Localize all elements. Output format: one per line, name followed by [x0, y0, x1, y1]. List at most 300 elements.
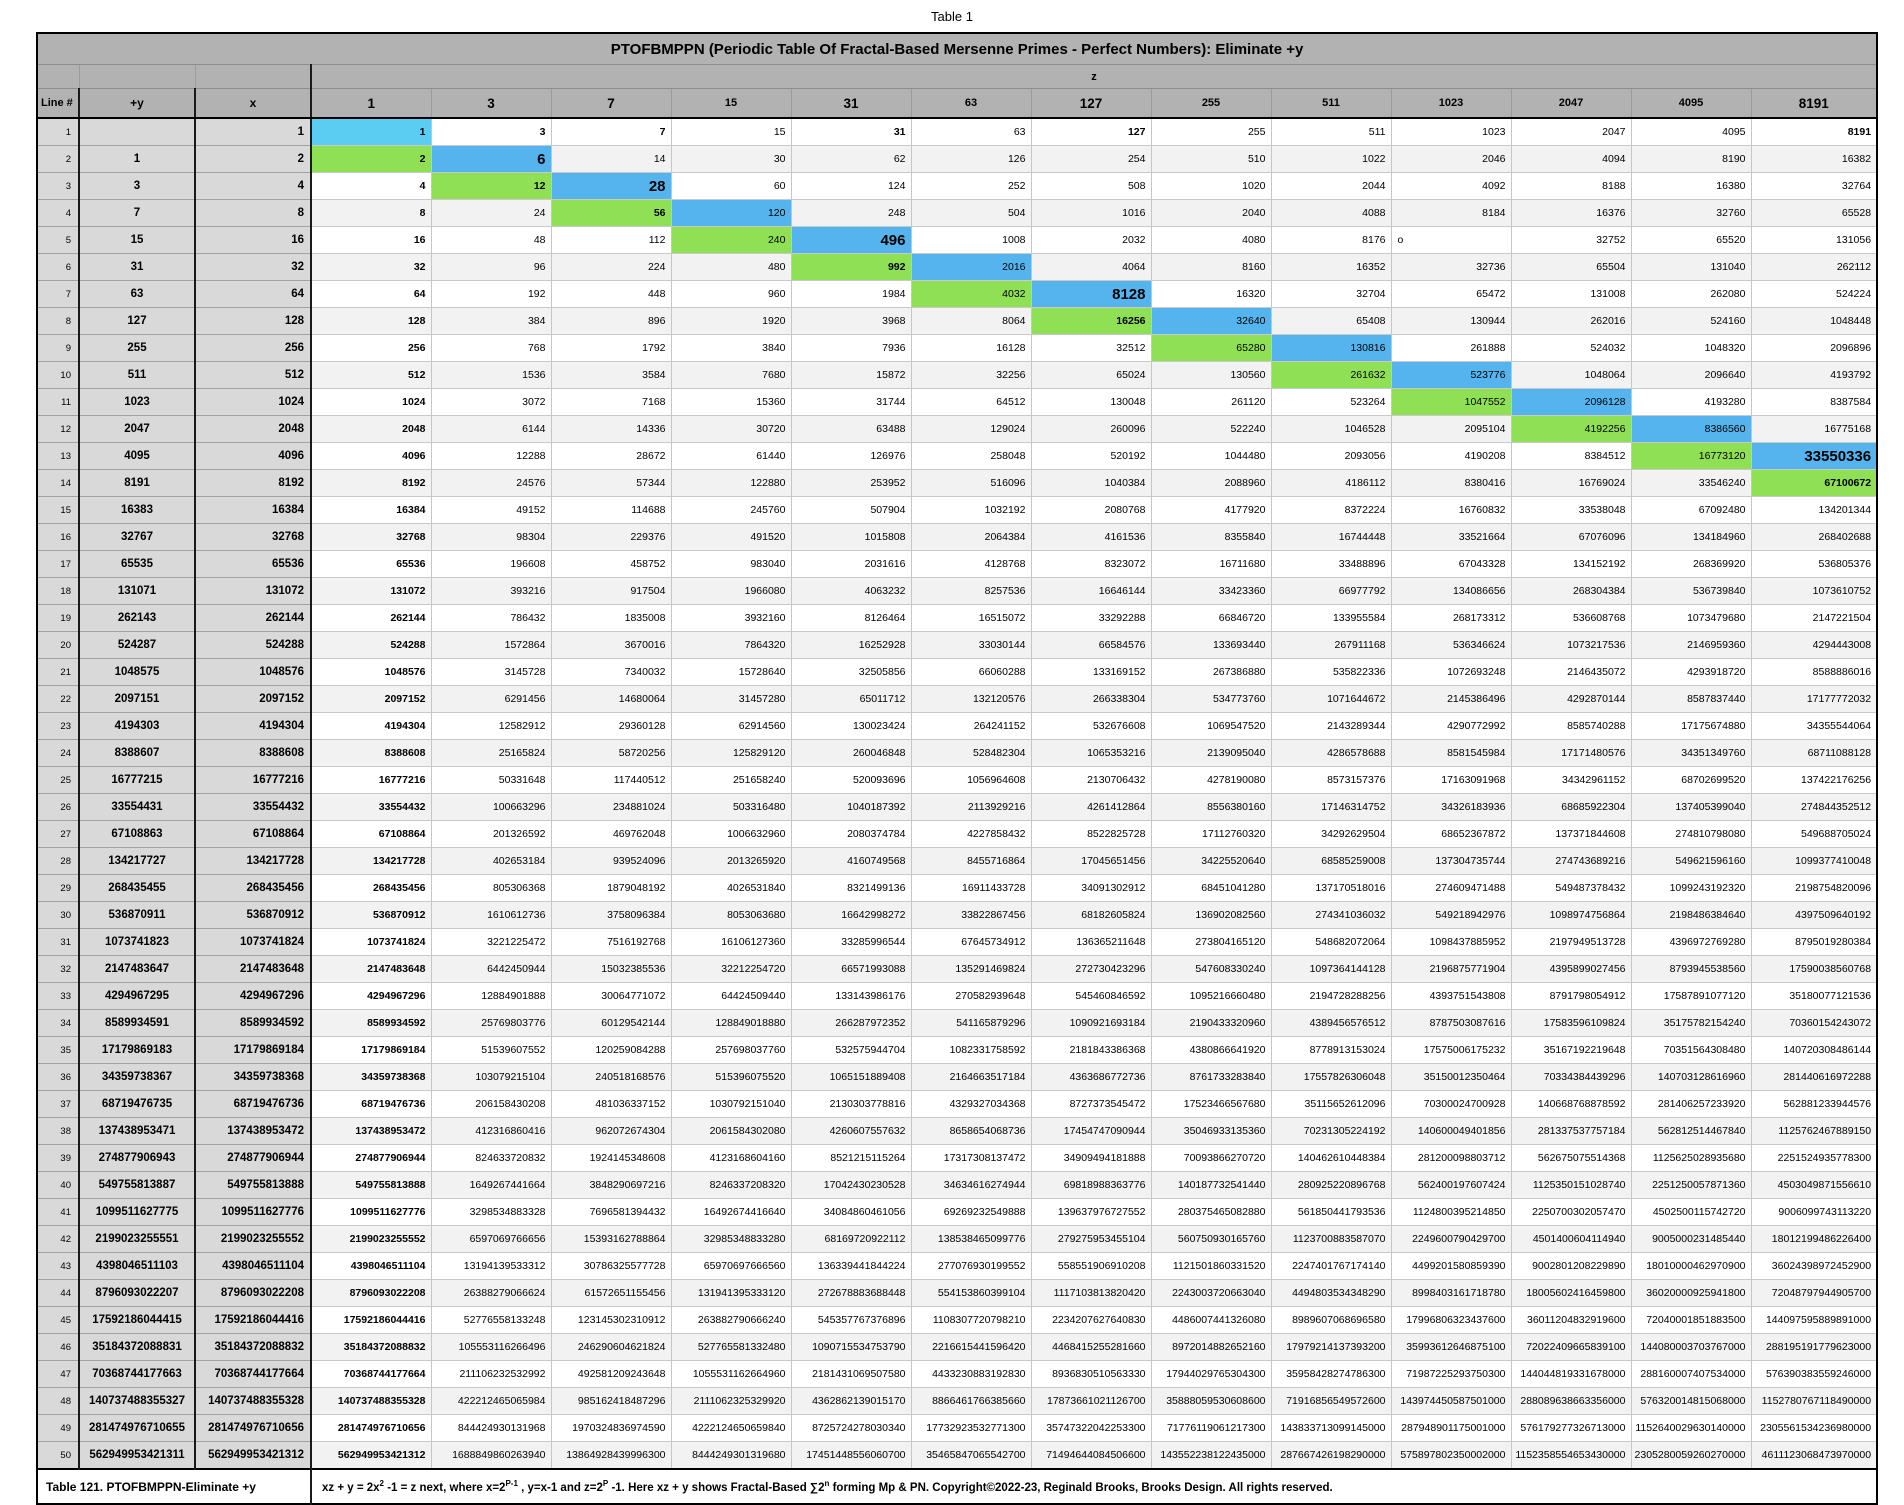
z-value-cell: 2305561534236980000	[1751, 1415, 1877, 1442]
z-value-cell: 1016	[1031, 200, 1151, 227]
line-number-cell: 6	[37, 254, 79, 281]
z-value-cell: o	[1391, 227, 1511, 254]
z-value-cell: 196608	[431, 551, 551, 578]
z-value-cell: 536805376	[1751, 551, 1877, 578]
z-value-cell: 132120576	[911, 686, 1031, 713]
z-value-cell: 503316480	[671, 794, 791, 821]
z-value-cell: 4294443008	[1751, 632, 1877, 659]
z-value-cell: 524224	[1751, 281, 1877, 308]
z-value-cell: 1048576	[311, 659, 431, 686]
table-row	[37, 929, 1877, 956]
table-row	[37, 254, 1877, 281]
z-value-cell: 30064771072	[551, 983, 671, 1010]
z-value-cell: 4278190080	[1151, 767, 1271, 794]
z-value-cell: 541165879296	[911, 1010, 1031, 1037]
z-value-cell: 536870912	[311, 902, 431, 929]
z-value-cell: 143833713099145000	[1271, 1415, 1391, 1442]
z-value-cell: 8761733283840	[1151, 1064, 1271, 1091]
z-value-cell: 137304735744	[1391, 848, 1511, 875]
z-value-cell: 144097595889891000	[1751, 1307, 1877, 1334]
z-value-cell: 4261412864	[1031, 794, 1151, 821]
z-value-cell: 140737488355328	[311, 1388, 431, 1415]
z-value-cell: 251658240	[671, 767, 791, 794]
z-value-cell: 549621596160	[1631, 848, 1751, 875]
z-value-cell: 192	[431, 281, 551, 308]
formula-superscript: P-1	[505, 1479, 518, 1489]
x-value-cell: 4194304	[195, 713, 311, 740]
z-value-cell: 32985348833280	[671, 1226, 791, 1253]
z-value-cell: 3670016	[551, 632, 671, 659]
z-value-cell: 2032	[1031, 227, 1151, 254]
formula-superscript: n	[824, 1479, 830, 1489]
table-row	[37, 1226, 1877, 1253]
z-value-cell: 575897802350002000	[1391, 1442, 1511, 1470]
z-value-cell: 105553116266496	[431, 1334, 551, 1361]
z-value-cell: 8257536	[911, 578, 1031, 605]
z-label-row	[37, 65, 1877, 89]
table-row	[37, 659, 1877, 686]
z-value-cell: 4329327034368	[911, 1091, 1031, 1118]
y-value-cell: 32767	[79, 524, 195, 551]
z-value-cell: 2249600790429700	[1391, 1226, 1511, 1253]
z-value-cell: 1071644672	[1271, 686, 1391, 713]
z-value-cell: 523776	[1391, 362, 1511, 389]
z-value-cell: 2080374784	[791, 821, 911, 848]
z-value-cell: 68711088128	[1751, 740, 1877, 767]
y-value-cell: 7	[79, 200, 195, 227]
z-row-spacer	[37, 65, 79, 89]
x-value-cell: 4	[195, 173, 311, 200]
line-number-cell: 46	[37, 1334, 79, 1361]
z-value-cell: 8585740288	[1511, 713, 1631, 740]
z-value-cell: 2130303778816	[791, 1091, 911, 1118]
z-value-cell: 1610612736	[431, 902, 551, 929]
z-value-cell: 8588886016	[1751, 659, 1877, 686]
z-value-cell: 125829120	[671, 740, 791, 767]
x-value-cell: 16	[195, 227, 311, 254]
z-value-cell: 66584576	[1031, 632, 1151, 659]
z-value-cell: 1024	[311, 389, 431, 416]
z-value-cell: 17979214137393200	[1271, 1334, 1391, 1361]
z-value-cell: 134152192	[1511, 551, 1631, 578]
table-row	[37, 578, 1877, 605]
z-value-cell: 7680	[671, 362, 791, 389]
z-value-cell: 49152	[431, 497, 551, 524]
z-value-cell: 4286578688	[1271, 740, 1391, 767]
z-value-cell: 122880	[671, 470, 791, 497]
z-value-cell: 496	[791, 227, 911, 254]
z-value-cell: 532676608	[1031, 713, 1151, 740]
z-value-cell: 140600049401856	[1391, 1118, 1511, 1145]
x-value-cell: 17592186044416	[195, 1307, 311, 1334]
z-value-cell: 123145302310912	[551, 1307, 671, 1334]
z-value-cell: 522240	[1151, 416, 1271, 443]
formula-text: -1. Here xz + y shows Fractal-Based ∑2	[608, 1481, 825, 1494]
table-row	[37, 713, 1877, 740]
z-value-cell: 65472	[1391, 281, 1511, 308]
z-value-cell: 63	[911, 118, 1031, 146]
z-value-cell: 261120	[1151, 389, 1271, 416]
z-value-cell: 143974450587501000	[1391, 1388, 1511, 1415]
z-value-cell: 6	[431, 146, 551, 173]
z-value-cell: 17146314752	[1271, 794, 1391, 821]
z-value-cell: 8	[311, 200, 431, 227]
z-value-cell: 2164663517184	[911, 1064, 1031, 1091]
z-value-cell: 520192	[1031, 443, 1151, 470]
z-value-cell: 140703128616960	[1631, 1064, 1751, 1091]
z-column-header: 15	[671, 89, 791, 119]
table-row	[37, 416, 1877, 443]
z-value-cell: 2234207627640830	[1031, 1307, 1151, 1334]
z-value-cell: 17575006175232	[1391, 1037, 1511, 1064]
z-value-cell: 510	[1151, 146, 1271, 173]
x-value-cell: 524288	[195, 632, 311, 659]
z-value-cell: 547608330240	[1151, 956, 1271, 983]
z-value-cell: 548682072064	[1271, 929, 1391, 956]
z-value-cell: 4611123068473970000	[1751, 1442, 1877, 1470]
y-column-header: +y	[79, 89, 195, 119]
z-value-cell: 4293918720	[1631, 659, 1751, 686]
z-value-cell: 16256	[1031, 308, 1151, 335]
z-value-cell: 64	[311, 281, 431, 308]
z-value-cell: 4192256	[1511, 416, 1631, 443]
z-value-cell: 3072	[431, 389, 551, 416]
z-value-cell: 2196875771904	[1391, 956, 1511, 983]
z-value-cell: 1048320	[1631, 335, 1751, 362]
z-value-cell: 14680064	[551, 686, 671, 713]
z-value-cell: 1047552	[1391, 389, 1511, 416]
z-column-header: 1	[311, 89, 431, 119]
z-value-cell: 12884901888	[431, 983, 551, 1010]
z-value-cell: 56	[551, 200, 671, 227]
z-value-cell: 258048	[911, 443, 1031, 470]
z-value-cell: 229376	[551, 524, 671, 551]
x-value-cell: 562949953421312	[195, 1442, 311, 1470]
z-value-cell: 2147483648	[311, 956, 431, 983]
line-number-cell: 20	[37, 632, 79, 659]
z-value-cell: 2047	[1511, 118, 1631, 146]
y-value-cell: 65535	[79, 551, 195, 578]
z-value-cell: 4393751543808	[1391, 983, 1511, 1010]
z-value-cell: 131040	[1631, 254, 1751, 281]
z-value-cell: 2143289344	[1271, 713, 1391, 740]
z-value-cell: 24576	[431, 470, 551, 497]
z-value-cell: 65024	[1031, 362, 1151, 389]
z-value-cell: 1121501860331520	[1151, 1253, 1271, 1280]
table-row	[37, 1145, 1877, 1172]
z-value-cell: 35888059530608600	[1151, 1388, 1271, 1415]
z-value-cell: 1125350151028740	[1511, 1172, 1631, 1199]
z-value-cell: 33030144	[911, 632, 1031, 659]
z-value-cell: 4380866641920	[1151, 1037, 1271, 1064]
z-value-cell: 17171480576	[1511, 740, 1631, 767]
z-value-cell: 66977792	[1271, 578, 1391, 605]
table-row	[37, 551, 1877, 578]
header-row	[37, 89, 1877, 119]
z-value-cell: 139637976727552	[1031, 1199, 1151, 1226]
z-value-cell: 516096	[911, 470, 1031, 497]
z-value-cell: 15360	[671, 389, 791, 416]
z-value-cell: 549487378432	[1511, 875, 1631, 902]
z-value-cell: 2243003720663040	[1151, 1280, 1271, 1307]
z-value-cell: 32512	[1031, 335, 1151, 362]
z-value-cell: 1879048192	[551, 875, 671, 902]
table-row	[37, 956, 1877, 983]
z-value-cell: 8787503087616	[1391, 1010, 1511, 1037]
z-value-cell: 8795019280384	[1751, 929, 1877, 956]
z-value-cell: 7516192768	[551, 929, 671, 956]
z-value-cell: 1920	[671, 308, 791, 335]
z-value-cell: 2130706432	[1031, 767, 1151, 794]
z-value-cell: 562881233944576	[1751, 1091, 1877, 1118]
line-number-cell: 9	[37, 335, 79, 362]
z-value-cell: 1040384	[1031, 470, 1151, 497]
line-number-cell: 49	[37, 1415, 79, 1442]
z-value-cell: 983040	[671, 551, 791, 578]
table-row	[37, 118, 1877, 146]
line-number-cell: 43	[37, 1253, 79, 1280]
z-value-cell: 246290604621824	[551, 1334, 671, 1361]
z-value-cell: 2198754820096	[1751, 875, 1877, 902]
table-row	[37, 794, 1877, 821]
formula-text: xz + y = 2x	[322, 1481, 380, 1494]
z-value-cell: 262016	[1511, 308, 1631, 335]
z-value-cell: 25165824	[431, 740, 551, 767]
z-value-cell: 274877906944	[311, 1145, 431, 1172]
z-value-cell: 560750930165760	[1151, 1226, 1271, 1253]
z-value-cell: 253952	[791, 470, 911, 497]
z-value-cell: 16380	[1631, 173, 1751, 200]
z-value-cell: 7864320	[671, 632, 791, 659]
z-value-cell: 140187732541440	[1151, 1172, 1271, 1199]
table-row	[37, 902, 1877, 929]
z-value-cell: 33550336	[1751, 443, 1877, 470]
z-value-cell: 523264	[1271, 389, 1391, 416]
x-value-cell: 4294967296	[195, 983, 311, 1010]
z-value-cell: 6144	[431, 416, 551, 443]
z-value-cell: 507904	[791, 497, 911, 524]
z-value-cell: 281474976710656	[311, 1415, 431, 1442]
z-value-cell: 1108307720798210	[911, 1307, 1031, 1334]
y-value-cell: 549755813887	[79, 1172, 195, 1199]
z-value-cell: 2250700302057470	[1511, 1199, 1631, 1226]
z-value-cell: 469762048	[551, 821, 671, 848]
z-value-cell: 8176	[1271, 227, 1391, 254]
x-value-cell: 8388608	[195, 740, 311, 767]
footer-formula	[311, 1469, 1877, 1504]
table-row	[37, 632, 1877, 659]
x-value-cell: 140737488355328	[195, 1388, 311, 1415]
z-value-cell: 2040	[1151, 200, 1271, 227]
z-value-cell: 65011712	[791, 686, 911, 713]
x-value-cell: 1099511627776	[195, 1199, 311, 1226]
z-value-cell: 2181431069507580	[791, 1361, 911, 1388]
z-value-cell: 35465847065542700	[911, 1442, 1031, 1470]
z-value-cell: 508	[1031, 173, 1151, 200]
z-value-cell: 1970324836974590	[551, 1415, 671, 1442]
line-number-header: Line #	[37, 89, 79, 119]
z-value-cell: 1098437885952	[1391, 929, 1511, 956]
z-value-cell: 917504	[551, 578, 671, 605]
z-value-cell: 134184960	[1631, 524, 1751, 551]
z-value-cell: 4260607557632	[791, 1118, 911, 1145]
z-value-cell: 8323072	[1031, 551, 1151, 578]
z-value-cell: 535822336	[1271, 659, 1391, 686]
x-value-cell: 8192	[195, 470, 311, 497]
z-value-cell: 52776558133248	[431, 1307, 551, 1334]
z-label: z	[311, 65, 1877, 89]
z-value-cell: 1125625028935680	[1631, 1145, 1751, 1172]
line-number-cell: 22	[37, 686, 79, 713]
z-value-cell: 120259084288	[551, 1037, 671, 1064]
z-value-cell: 67100672	[1751, 470, 1877, 497]
z-value-cell: 15	[671, 118, 791, 146]
z-value-cell: 768	[431, 335, 551, 362]
z-value-cell: 32640	[1151, 308, 1271, 335]
table-row	[37, 1280, 1877, 1307]
line-number-cell: 28	[37, 848, 79, 875]
z-value-cell: 458752	[551, 551, 671, 578]
z-value-cell: 4227858432	[911, 821, 1031, 848]
z-value-cell: 135291469824	[911, 956, 1031, 983]
z-value-cell: 70351564308480	[1631, 1037, 1751, 1064]
y-value-cell: 8388607	[79, 740, 195, 767]
z-value-cell: 234881024	[551, 794, 671, 821]
z-value-cell: 2181843386368	[1031, 1037, 1151, 1064]
z-value-cell: 8444249301319680	[671, 1442, 791, 1470]
z-value-cell: 33538048	[1511, 497, 1631, 524]
z-value-cell: 960	[671, 281, 791, 308]
z-row-spacer	[195, 65, 311, 89]
z-value-cell: 4094	[1511, 146, 1631, 173]
z-value-cell: 1046528	[1271, 416, 1391, 443]
x-value-cell: 8	[195, 200, 311, 227]
z-value-cell: 2080768	[1031, 497, 1151, 524]
z-value-cell: 9006099743113220	[1751, 1199, 1877, 1226]
z-value-cell: 2096896	[1751, 335, 1877, 362]
z-value-cell: 17590038560768	[1751, 956, 1877, 983]
z-value-cell: 137422176256	[1751, 767, 1877, 794]
z-value-cell: 17996806323437600	[1391, 1307, 1511, 1334]
x-value-cell: 64	[195, 281, 311, 308]
z-value-cell: 2145386496	[1391, 686, 1511, 713]
z-value-cell: 60	[671, 173, 791, 200]
line-number-cell: 2	[37, 146, 79, 173]
z-value-cell: 96	[431, 254, 551, 281]
z-value-cell: 824633720832	[431, 1145, 551, 1172]
z-value-cell: 67645734912	[911, 929, 1031, 956]
table-title: PTOFBMPPN (Periodic Table Of Fractal-Based Mersenne Primes - Perfect Numbers): Eliminate +y	[37, 33, 1877, 65]
line-number-cell: 38	[37, 1118, 79, 1145]
line-number-cell: 17	[37, 551, 79, 578]
line-number-cell: 16	[37, 524, 79, 551]
z-value-cell: 962072674304	[551, 1118, 671, 1145]
y-value-cell: 1023	[79, 389, 195, 416]
z-value-cell: 272678883688448	[791, 1280, 911, 1307]
y-value-cell: 274877906943	[79, 1145, 195, 1172]
z-value-cell: 1099511627776	[311, 1199, 431, 1226]
z-value-cell: 1099243192320	[1631, 875, 1751, 902]
z-value-cell: 68169720922112	[791, 1226, 911, 1253]
z-column-header: 4095	[1631, 89, 1751, 119]
z-value-cell: 34909494181888	[1031, 1145, 1151, 1172]
z-value-cell: 16515072	[911, 605, 1031, 632]
formula-superscript: P	[602, 1479, 609, 1489]
z-value-cell: 262144	[311, 605, 431, 632]
z-value-cell: 68182605824	[1031, 902, 1151, 929]
z-value-cell: 8725724278030340	[791, 1415, 911, 1442]
line-number-cell: 45	[37, 1307, 79, 1334]
x-value-cell: 268435456	[195, 875, 311, 902]
z-value-cell: 1048064	[1511, 362, 1631, 389]
z-value-cell: 1073217536	[1511, 632, 1631, 659]
z-value-cell: 2111062325329920	[671, 1388, 791, 1415]
y-value-cell: 68719476735	[79, 1091, 195, 1118]
y-value-cell: 137438953471	[79, 1118, 195, 1145]
z-value-cell: 2194728288256	[1271, 983, 1391, 1010]
z-value-cell: 3221225472	[431, 929, 551, 956]
line-number-cell: 5	[37, 227, 79, 254]
z-value-cell: 4292870144	[1511, 686, 1631, 713]
z-value-cell: 16744448	[1271, 524, 1391, 551]
z-value-cell: 261632	[1271, 362, 1391, 389]
z-value-cell: 8791798054912	[1511, 983, 1631, 1010]
y-value-cell: 281474976710655	[79, 1415, 195, 1442]
z-value-cell: 8727373545472	[1031, 1091, 1151, 1118]
z-value-cell: 18012199486226400	[1751, 1226, 1877, 1253]
table-row	[37, 1307, 1877, 1334]
z-value-cell: 133169152	[1031, 659, 1151, 686]
z-value-cell: 536346624	[1391, 632, 1511, 659]
z-value-cell: 1032192	[911, 497, 1031, 524]
line-number-cell: 25	[37, 767, 79, 794]
z-value-cell: 524288	[311, 632, 431, 659]
z-value-cell: 126	[911, 146, 1031, 173]
z-value-cell: 4088	[1271, 200, 1391, 227]
z-value-cell: 2139095040	[1151, 740, 1271, 767]
y-value-cell: 127	[79, 308, 195, 335]
z-value-cell: 279275953455104	[1031, 1226, 1151, 1253]
z-value-cell: 8936830510563330	[1031, 1361, 1151, 1388]
z-value-cell: 32	[311, 254, 431, 281]
y-value-cell: 2097151	[79, 686, 195, 713]
z-value-cell: 6291456	[431, 686, 551, 713]
x-value-cell: 16384	[195, 497, 311, 524]
line-number-cell: 10	[37, 362, 79, 389]
z-value-cell: 2251524935778300	[1751, 1145, 1877, 1172]
z-value-cell: 511	[1271, 118, 1391, 146]
z-value-cell: 65408	[1271, 308, 1391, 335]
z-value-cell: 16646144	[1031, 578, 1151, 605]
z-value-cell: 16352	[1271, 254, 1391, 281]
z-value-cell: 17042430230528	[791, 1172, 911, 1199]
table-row	[37, 335, 1877, 362]
y-value-cell: 1073741823	[79, 929, 195, 956]
line-number-cell: 41	[37, 1199, 79, 1226]
x-column-header: x	[195, 89, 311, 119]
x-value-cell: 33554432	[195, 794, 311, 821]
z-value-cell: 58720256	[551, 740, 671, 767]
table-row	[37, 1334, 1877, 1361]
formula-text: forming Mp & PN. Copyright©2022-23, Reginald Brooks, Brooks Design. All rights reserved.	[829, 1481, 1333, 1494]
z-value-cell: 527765581332480	[671, 1334, 791, 1361]
z-value-cell: 2013265920	[671, 848, 791, 875]
y-value-cell: 15	[79, 227, 195, 254]
z-value-cell: 70334384439296	[1511, 1064, 1631, 1091]
x-value-cell: 256	[195, 335, 311, 362]
line-number-cell: 8	[37, 308, 79, 335]
line-number-cell: 42	[37, 1226, 79, 1253]
